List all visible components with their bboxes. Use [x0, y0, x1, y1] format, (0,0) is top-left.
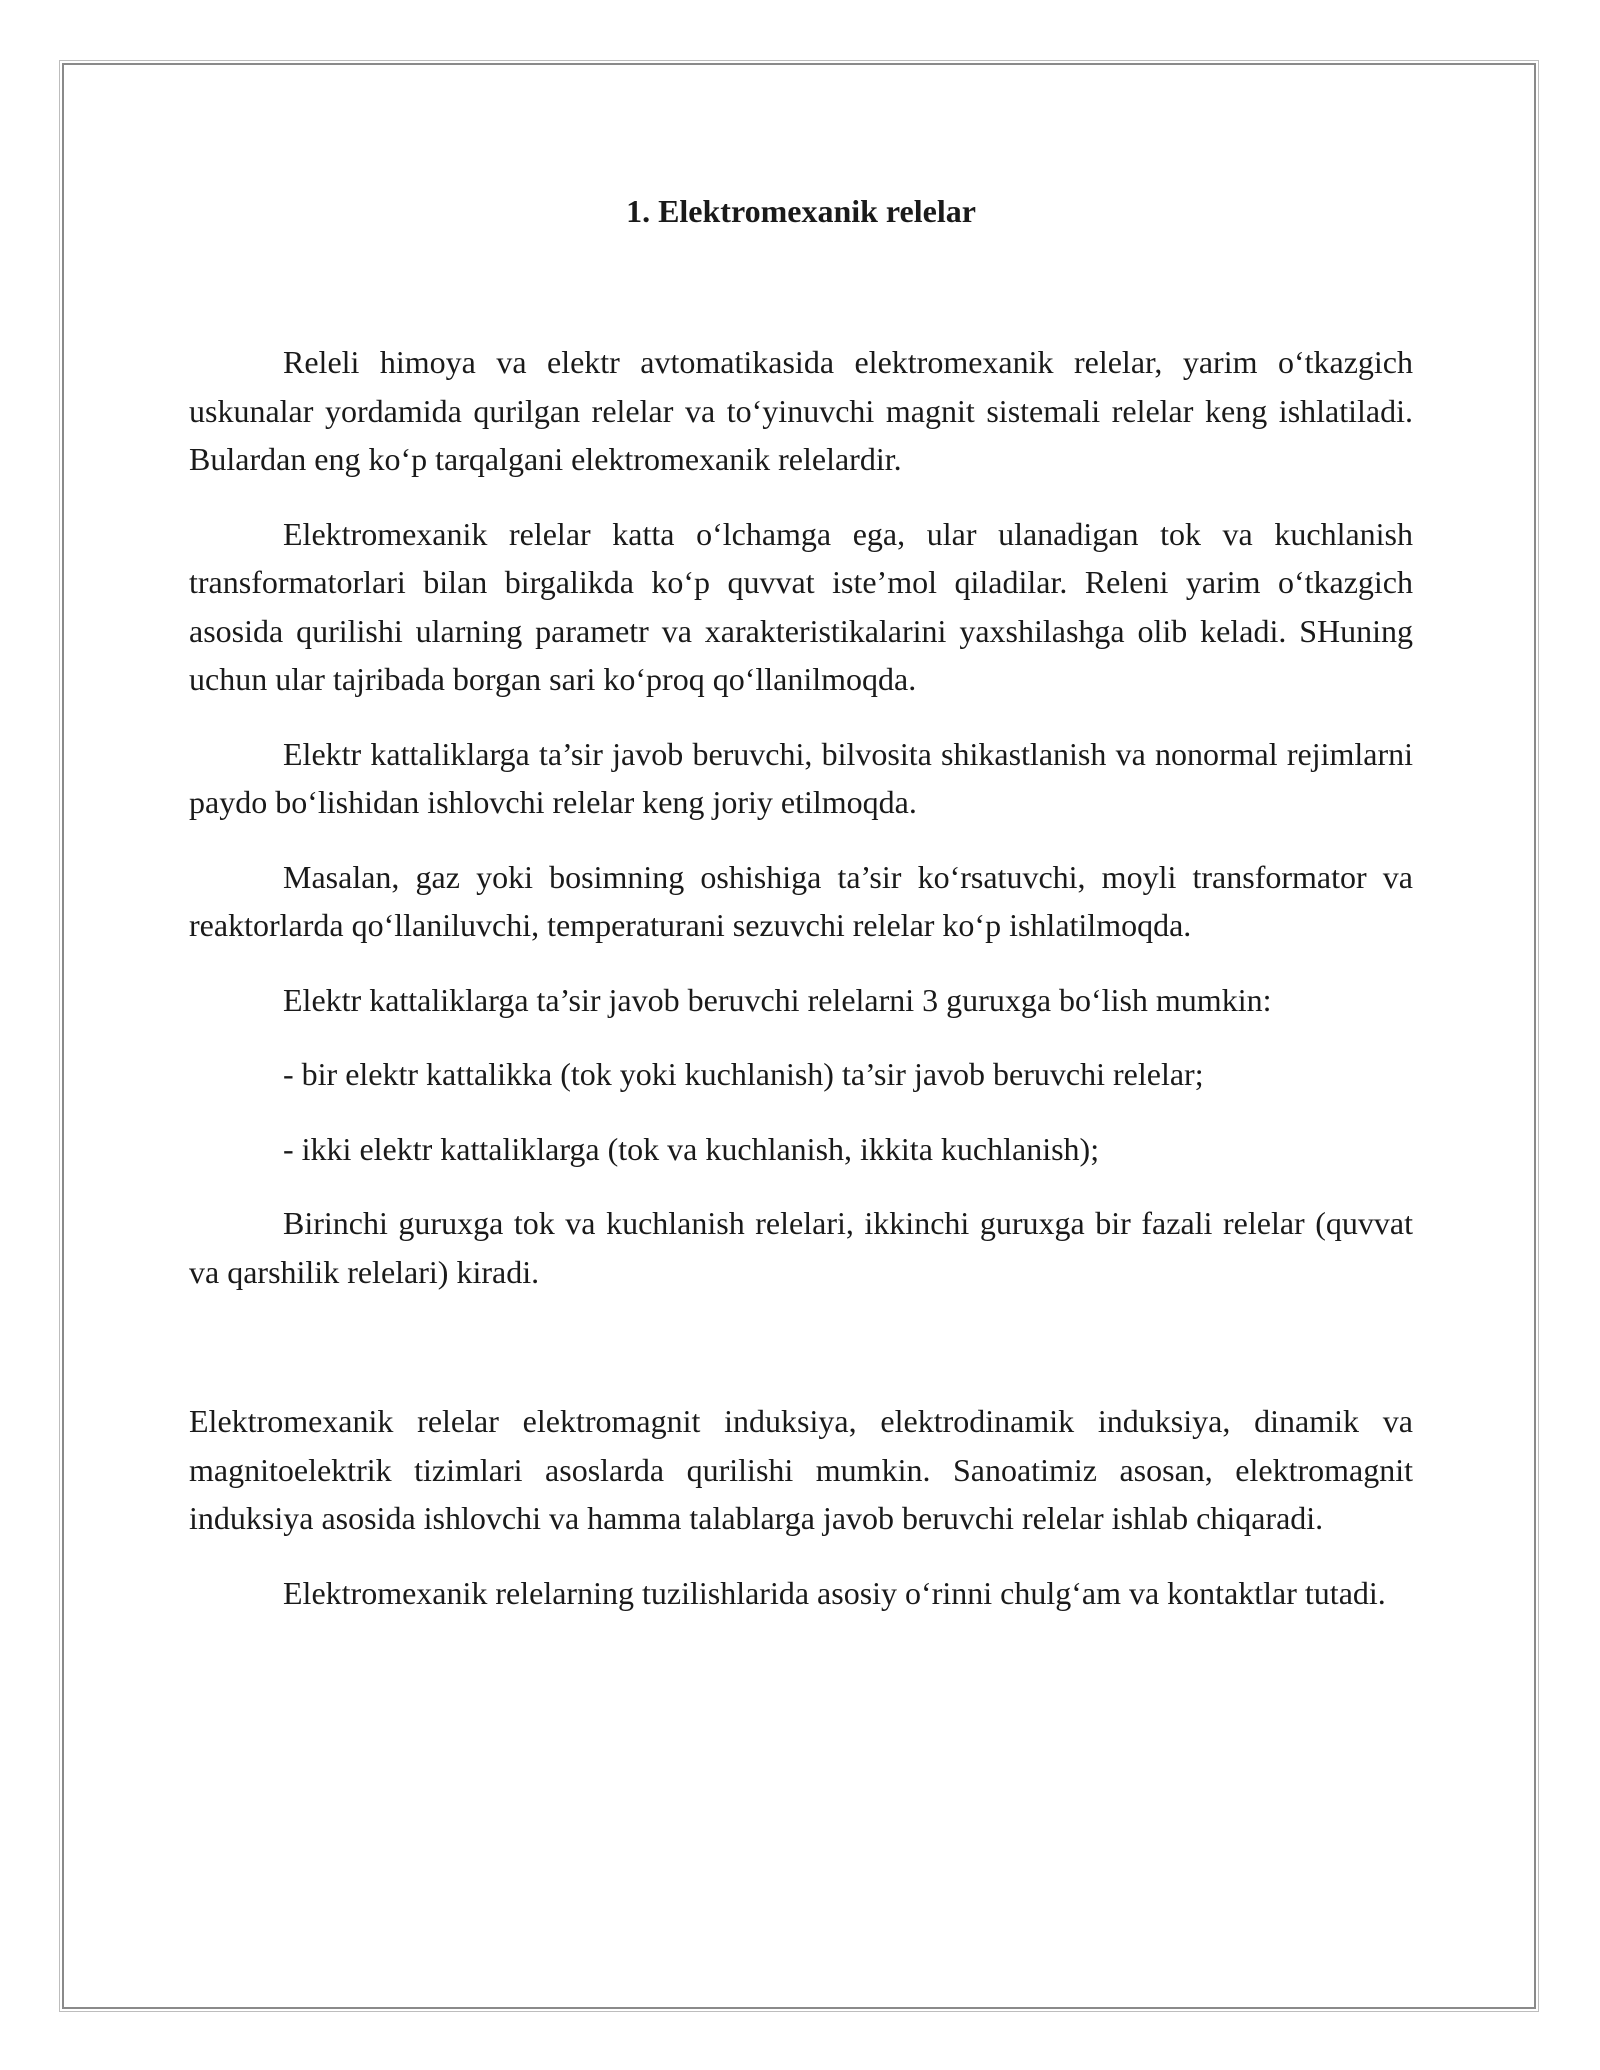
paragraph: Releli himoya va elektr avtomatikasida elektromexanik relelar, yarim o‘tkazgich uskunalar yordamida qurilgan relelar va to‘yinuvchi magnit sistemali relelar keng ishlatiladi. Bulardan eng ko‘p tarqalgani elektromexanik relelardir. — [189, 344, 1413, 477]
paragraph: Masalan, gaz yoki bosimning oshishiga ta’sir ko‘rsatuvchi, moyli transformator va reaktorlarda qo‘llaniluvchi, temperaturani sezuvchi relelar ko‘p ishlatilmoqda. — [189, 858, 1413, 943]
paragraph: Birinchi guruxga tok va kuchlanish relelari, ikkinchi guruxga bir fazali relelar (quvvat va qarshilik relelari) kiradi. — [189, 1205, 1413, 1290]
document-body — [189, 187, 1413, 1617]
paragraph: Elektromexanik relelar katta o‘lchamga ega, ular ulanadigan tok va kuchlanish transformatorlari bilan birgalikda ko‘p quvvat iste’mol qiladilar. Releni yarim o‘tkazgich asosida qurilishi ularning parametr va xarakteristikalarini yaxshilashga olib keladi. SHuning uchun ular tajribada borgan sari ko‘proq qo‘llanilmoqda. — [189, 515, 1413, 697]
list-item: - ikki elektr kattaliklarga (tok va kuchlanish, ikkita kuchlanish); — [283, 1130, 1100, 1167]
document-title: 1. Elektromexanik relelar — [626, 193, 976, 229]
paragraph: Elektromexanik relelarning tuzilishlarida asosiy o‘rinni chulg‘am va kontaktlar tutadi. — [283, 1574, 1386, 1611]
list-item: - bir elektr kattalikka (tok yoki kuchlanish) ta’sir javob beruvchi relelar; — [283, 1056, 1204, 1092]
paragraph: Elektr kattaliklarga ta’sir javob beruvchi, bilvosita shikastlanish va nonormal rejimlarni paydo bo‘lishidan ishlovchi relelar keng joriy etilmoqda. — [189, 735, 1413, 820]
paragraph: Elektr kattaliklarga ta’sir javob beruvchi relelarni 3 guruxga bo‘lish mumkin: — [283, 981, 1272, 1018]
paragraph: Elektromexanik relelar elektromagnit induksiya, elektrodinamik induksiya, dinamik va magnitoelektrik tizimlari asoslarda qurilishi mumkin. Sanoatimiz asosan, elektromagnit induksiya asosida ishlovchi va hamma talablarga javob beruvchi relelar ishlab chiqaradi. — [189, 1403, 1413, 1536]
